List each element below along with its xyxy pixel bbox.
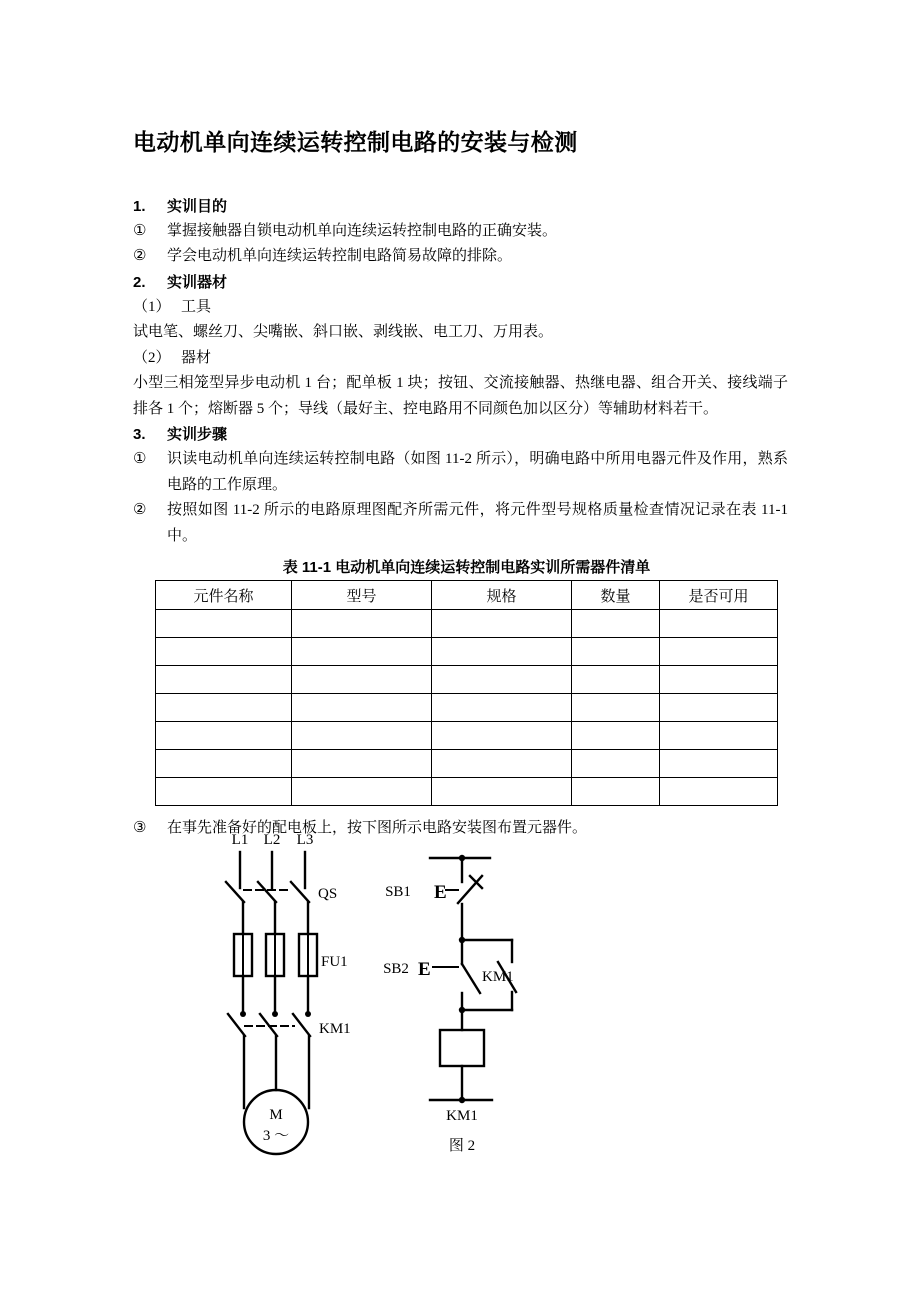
list-marker: ① <box>133 451 147 468</box>
section-title-1: 实训目的 <box>167 197 228 215</box>
section-heading-1 <box>133 194 788 219</box>
table-cell[interactable] <box>292 750 432 778</box>
table-cell[interactable] <box>292 610 432 638</box>
table-cell[interactable] <box>432 638 572 666</box>
table-cell[interactable] <box>432 750 572 778</box>
sb2-blade <box>462 964 480 993</box>
sb2-label: SB2 <box>383 961 409 977</box>
subsection-equipment-label <box>133 346 788 372</box>
motor-label-phase: 3 ～ <box>262 1128 290 1144</box>
phase-label-l3: L3 <box>296 832 314 848</box>
list-text: 按照如图 11-2 所示的电路原理图配齐所需元件，将元件型号规格质量检查情况记录在表 11-1 中。 <box>167 502 788 544</box>
table-cell[interactable] <box>292 722 432 750</box>
phase-label-l2: L2 <box>263 832 281 848</box>
table-cell[interactable] <box>432 694 572 722</box>
table-cell[interactable] <box>572 666 660 694</box>
tools-text: 试电笔、螺丝刀、尖嘴嵌、斜口嵌、剥线嵌、电工刀、万用表。 <box>133 324 554 341</box>
phase-label-group <box>232 832 314 848</box>
control-bottom-junction <box>459 1097 465 1103</box>
table-cell[interactable] <box>572 694 660 722</box>
km1-contact-dot-2 <box>272 1011 278 1017</box>
list-text: 掌握接触器自锁电动机单向连续运转控制电路的正确安装。 <box>167 222 558 239</box>
table-cell[interactable] <box>432 778 572 806</box>
km1-aux-label: KM1 <box>482 969 514 985</box>
table-cell[interactable] <box>292 666 432 694</box>
table-row <box>156 750 778 778</box>
parts-table <box>155 580 778 806</box>
table-cell[interactable] <box>156 666 292 694</box>
table-header-cell: 规格 <box>432 581 572 610</box>
table-cell[interactable] <box>432 666 572 694</box>
qs-blade-3 <box>291 882 309 902</box>
section-heading-2 <box>133 270 788 295</box>
list-text: 在事先准备好的配电板上，按下图所示电路安装图布置元器件。 <box>167 820 588 837</box>
table-header-cell: 型号 <box>292 581 432 610</box>
circuit-diagram-svg <box>200 818 600 1168</box>
circuit-figure <box>200 818 600 1168</box>
table-row <box>156 694 778 722</box>
motor-label-m: M <box>269 1107 283 1123</box>
qs-blade-1 <box>226 882 244 902</box>
table-cell[interactable] <box>292 778 432 806</box>
table-cell[interactable] <box>660 610 778 638</box>
table-cell[interactable] <box>660 722 778 750</box>
subsection-number: （2） <box>133 349 171 366</box>
table-cell[interactable] <box>156 694 292 722</box>
section-number-1: 1. <box>133 197 146 215</box>
figure-caption: 图 2 <box>448 1138 476 1154</box>
equipment-text: 小型三相笼型异步电动机 1 台；配单板 1 块；按钮、交流接触器、热继电器、组合开关、接线端子排各 1 个；熔断器 5 个；导线（最好主、控电路用不同颜色加以区分）等辅助材料若干。 <box>133 375 788 417</box>
table-cell[interactable] <box>156 750 292 778</box>
list-marker: ① <box>133 222 147 239</box>
table-cell[interactable] <box>660 778 778 806</box>
subsection-title: 器材 <box>181 349 212 366</box>
list-item <box>133 447 788 498</box>
table-row <box>156 722 778 750</box>
table-cell[interactable] <box>156 778 292 806</box>
section-number-2: 2. <box>133 273 146 291</box>
list-text: 学会电动机单向连续运转控制电路简易故障的排除。 <box>167 248 513 265</box>
qs-blade-2 <box>258 882 276 902</box>
table-row <box>156 666 778 694</box>
list-item <box>133 498 788 549</box>
table-cell[interactable] <box>660 750 778 778</box>
sb1-actuator-icon: E <box>434 882 447 903</box>
table-cell[interactable] <box>660 638 778 666</box>
page-title: 电动机单向连续运转控制电路的安装与检测 <box>133 129 578 155</box>
list-text: 识读电动机单向连续运转控制电路（如图 11-2 所示），明确电路中所用电器元件及作用，熟系电路的工作原理。 <box>167 451 788 493</box>
table-cell[interactable] <box>572 610 660 638</box>
table-cell[interactable] <box>572 638 660 666</box>
phase-label-l1: L1 <box>231 832 249 848</box>
sb2-actuator-icon: E <box>418 959 431 980</box>
table-header-cell: 是否可用 <box>660 581 778 610</box>
km1-blade-1 <box>228 1014 245 1036</box>
subsection-number: （1） <box>133 298 171 315</box>
km1-main-label: KM1 <box>319 1021 351 1037</box>
document-body <box>133 128 788 842</box>
table-cell[interactable] <box>660 694 778 722</box>
list-marker: ② <box>133 502 147 519</box>
km1-blade-3 <box>293 1014 310 1036</box>
table-cell[interactable] <box>156 638 292 666</box>
table-header-row <box>156 581 778 610</box>
table-cell[interactable] <box>432 610 572 638</box>
km1-coil-label: KM1 <box>446 1108 478 1124</box>
list-item <box>133 219 788 245</box>
section-heading-3 <box>133 422 788 447</box>
subsection-tools-label <box>133 295 788 321</box>
section-title-3: 实训步骤 <box>167 426 228 444</box>
section-number-3: 3. <box>133 426 146 444</box>
list-marker: ② <box>133 248 147 265</box>
table-cell[interactable] <box>572 750 660 778</box>
km1-contact-dot-1 <box>240 1011 246 1017</box>
table-cell[interactable] <box>572 722 660 750</box>
fuse-label: FU1 <box>321 954 348 970</box>
section-title-2: 实训器材 <box>167 273 228 291</box>
table-cell[interactable] <box>156 722 292 750</box>
table-row <box>156 638 778 666</box>
table-cell[interactable] <box>660 666 778 694</box>
table-cell[interactable] <box>572 778 660 806</box>
table-caption: 表 11-1 电动机单向连续运转控制电路实训所需器件清单 <box>282 559 651 577</box>
km1-contact-dot-3 <box>305 1011 311 1017</box>
table-row <box>156 778 778 806</box>
km1-coil-symbol <box>440 1030 484 1066</box>
sb1-label: SB1 <box>385 884 411 900</box>
qs-label: QS <box>318 886 338 902</box>
table-header-cell: 元件名称 <box>156 581 292 610</box>
table-cell[interactable] <box>292 694 432 722</box>
subsection-title: 工具 <box>181 298 212 315</box>
table-cell[interactable] <box>292 638 432 666</box>
table-cell[interactable] <box>156 610 292 638</box>
table-header-cell: 数量 <box>572 581 660 610</box>
list-item <box>133 244 788 270</box>
list-marker: ③ <box>133 820 147 837</box>
table-row <box>156 610 778 638</box>
table-cell[interactable] <box>432 722 572 750</box>
